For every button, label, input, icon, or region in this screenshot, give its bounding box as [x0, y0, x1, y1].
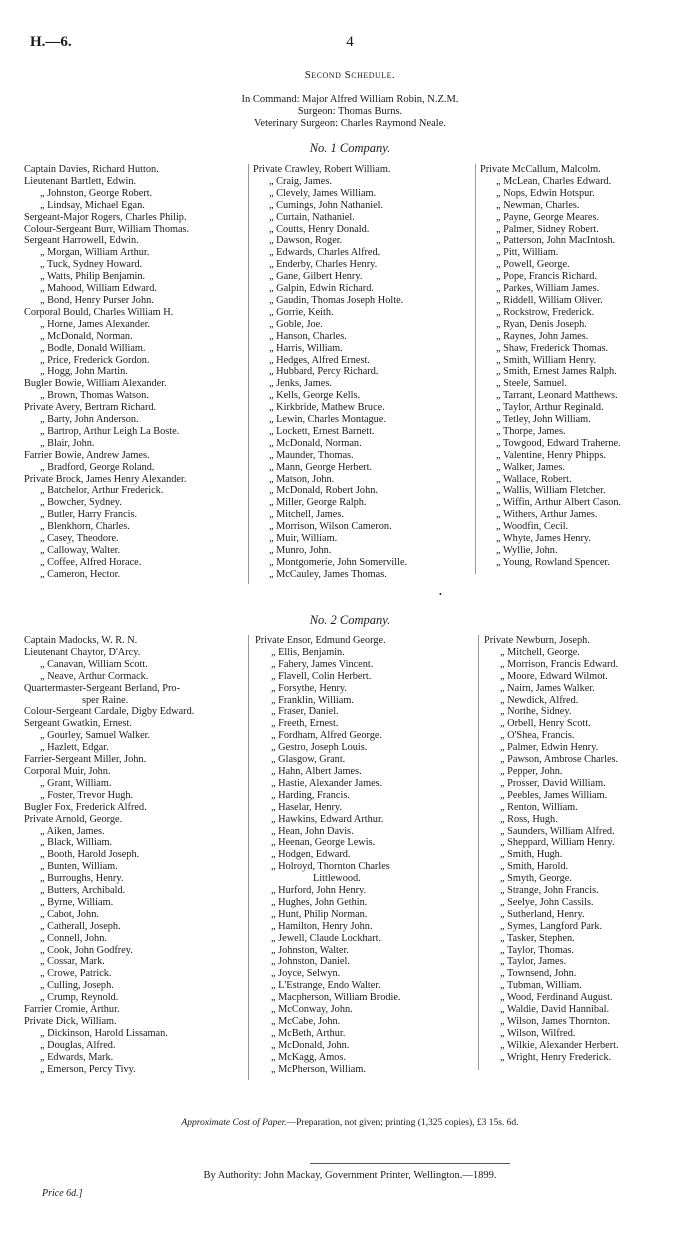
roster-entry: „ Smith, Harold. [500, 861, 569, 873]
company-2-column-2 [255, 635, 401, 1076]
roster-entry: „ Tasker, Stephen. [500, 932, 575, 944]
roster-entry: „ Jewell, Claude Lockhart. [271, 932, 382, 944]
roster-entry: „ Woodfin, Cecil. [496, 521, 569, 533]
roster-entry: „ Holroyd, Thornton Charles [271, 861, 390, 873]
roster-entry: „ Harding, Francis. [271, 789, 350, 801]
roster-entry: „ Pawson, Ambrose Charles. [500, 754, 619, 766]
cost-note-label: Approximate Cost of Paper. [181, 1118, 287, 1128]
roster-entry: „ Payne, George Meares. [496, 211, 600, 223]
roster-entry: „ Townsend, John. [500, 968, 577, 980]
roster-entry: „ Neave, Arthur Cormack. [40, 670, 149, 682]
roster-entry: „ Muir, William. [269, 533, 338, 545]
roster-entry: „ Franklin, William. [271, 694, 354, 706]
roster-entry: Private Brock, James Henry Alexander. [24, 473, 187, 485]
roster-entry: Private Crawley, Robert William. [253, 164, 391, 175]
roster-entry: „ Waldie, David Hannibal. [500, 1004, 610, 1016]
roster-entry: „ Tuck, Sydney Howard. [40, 259, 143, 271]
roster-entry: „ Goble, Joe. [269, 318, 323, 330]
roster-entry: „ Fraser, Daniel. [271, 706, 339, 718]
roster-entry: „ Galpin, Edwin Richard. [269, 283, 374, 295]
roster-entry: „ Watts, Philip Benjamin. [40, 271, 146, 283]
roster-entry: Littlewood. [313, 873, 361, 885]
roster-entry: „ Burroughs, Henry. [40, 873, 124, 885]
company-1-title: No. 1 Company. [309, 141, 391, 155]
roster-entry: „ Craig, James. [269, 175, 332, 187]
column-divider [248, 164, 249, 584]
roster-entry: „ Lockett, Ernest Barnett. [269, 425, 375, 437]
roster-entry: „ Morgan, William Arthur. [40, 247, 150, 259]
roster-entry: „ Bond, Henry Purser John. [40, 294, 154, 306]
roster-entry: „ McCauley, James Thomas. [269, 568, 387, 580]
roster-entry: sper Raine. [82, 694, 129, 706]
roster-entry: „ Macpherson, William Brodie. [271, 992, 401, 1004]
roster-entry: „ Dawson, Roger. [269, 235, 343, 247]
roster-entry: „ Enderby, Charles Henry. [269, 259, 378, 271]
schedule-title: Second Schedule. [304, 69, 396, 81]
roster-entry: „ Casey, Theodore. [40, 533, 119, 545]
price-note: Price 6d.] [42, 1188, 83, 1199]
roster-entry: „ Valentine, Henry Phipps. [496, 449, 606, 461]
roster-entry: „ Pitt, William. [496, 247, 559, 259]
stray-mark: • [439, 590, 442, 599]
roster-entry: „ Orbell, Henry Scott. [500, 718, 591, 730]
roster-entry: „ Ross, Hugh. [500, 813, 558, 825]
roster-entry: „ Douglas, Alfred. [40, 1039, 116, 1051]
roster-entry: „ Dickinson, Harold Lissaman. [40, 1027, 168, 1039]
roster-entry: „ Gaudin, Thomas Joseph Holte. [269, 294, 404, 306]
roster-entry: „ Northe, Sidney. [500, 706, 572, 718]
surgeon-line: Surgeon: Thomas Burns. [297, 106, 403, 117]
roster-entry: „ Johnston, Walter. [271, 944, 349, 956]
roster-entry: Private McCallum, Malcolm. [480, 164, 601, 175]
roster-entry: „ Ellis, Benjamin. [271, 646, 345, 658]
roster-entry: „ Pepper, John. [500, 765, 563, 777]
roster-entry: „ Black, William. [40, 837, 113, 849]
roster-entry: Sergeant-Major Rogers, Charles Philip. [24, 211, 187, 223]
roster-entry: „ Gane, Gilbert Henry. [269, 271, 363, 283]
roster-entry: „ Edwards, Mark. [40, 1051, 114, 1063]
roster-entry: „ Gorrie, Keith. [269, 306, 334, 318]
roster-entry: „ Glasgow, Grant. [271, 754, 346, 766]
command-line: In Command: Major Alfred William Robin, N.Z.M. [241, 94, 459, 105]
roster-entry: „ Montgomerie, John Somerville. [269, 556, 408, 568]
roster-entry: „ Wilkie, Alexander Herbert. [500, 1039, 619, 1051]
roster-entry: „ Patterson, John MacIntosh. [496, 235, 616, 247]
roster-entry: „ Symes, Langford Park. [500, 920, 603, 932]
roster-entry: Farrier-Sergeant Miller, John. [24, 754, 147, 766]
roster-entry: „ Wilson, Wilfred. [500, 1027, 576, 1039]
roster-entry: „ Powell, George. [496, 259, 570, 271]
roster-entry: „ Bowcher, Sydney. [40, 497, 122, 509]
roster-entry: „ Price, Frederick Gordon. [40, 354, 150, 366]
roster-entry: „ Foster, Trevor Hugh. [40, 789, 134, 801]
company-1-column-1 [24, 164, 189, 581]
page-number: 4 [346, 34, 354, 50]
roster-entry: „ Saunders, William Alfred. [500, 825, 615, 837]
roster-entry: „ Hawkins, Edward Arthur. [271, 813, 384, 825]
roster-entry: „ Canavan, William Scott. [40, 658, 148, 670]
roster-entry: „ Morrison, Francis Edward. [500, 658, 619, 670]
roster-entry: Private Avery, Bertram Richard. [24, 402, 157, 414]
roster-entry: „ Freeth, Ernest. [271, 718, 339, 730]
authority-line: By Authority: John Mackay, Government Printer, Wellington.—1899. [203, 1170, 497, 1181]
roster-entry: „ Cossar, Mark. [40, 956, 105, 968]
company-2-title: No. 2 Company. [309, 613, 391, 627]
roster-entry: „ Parkes, William James. [496, 283, 600, 295]
roster-entry: Sergeant Gwatkin, Ernest. [24, 718, 132, 730]
roster-entry: Farrier Bowie, Andrew James. [24, 449, 150, 461]
company-2-column-3 [484, 635, 619, 1064]
company-1-column-2 [253, 164, 407, 581]
roster-entry: Bugler Fox, Frederick Alfred. [24, 801, 147, 813]
roster-entry: „ Hamilton, Henry John. [271, 920, 373, 932]
column-divider [475, 164, 476, 574]
roster-entry: „ Wallace, Robert. [496, 473, 572, 485]
roster-entry: „ Rockstrow, Frederick. [496, 306, 595, 318]
roster-entry: „ Crump, Reynold. [40, 992, 119, 1004]
roster-entry: „ McBeth, Arthur. [271, 1027, 346, 1039]
roster-entry: „ Kirkbride, Mathew Bruce. [269, 402, 385, 414]
roster-entry: „ Coutts, Henry Donald. [269, 223, 370, 235]
roster-entry: „ Clevely, James William. [269, 187, 377, 199]
roster-entry: „ Jenks, James. [269, 378, 332, 390]
roster-entry: „ Maunder, Thomas. [269, 449, 354, 461]
roster-entry: „ Hean, John Davis. [271, 825, 354, 837]
roster-entry: „ Shaw, Frederick Thomas. [496, 342, 609, 354]
roster-entry: „ O'Shea, Francis. [500, 730, 575, 742]
roster-entry: Bugler Bowie, William Alexander. [24, 378, 167, 390]
roster-entry: „ Sutherland, Henry. [500, 908, 585, 920]
roster-entry: Private Ensor, Edmund George. [255, 635, 386, 646]
roster-entry: „ Tarrant, Leonard Matthews. [496, 390, 618, 402]
roster-entry: „ Hunt, Philip Norman. [271, 908, 368, 920]
roster-entry: Private Newburn, Joseph. [484, 635, 590, 646]
roster-entry: „ Booth, Harold Joseph. [40, 849, 140, 861]
roster-entry: „ Miller, George Ralph. [269, 497, 367, 509]
roster-entry: „ Aiken, James. [40, 825, 105, 837]
roster-entry: „ Hahn, Albert James. [271, 765, 362, 777]
roster-entry: „ Palmer, Edwin Henry. [500, 742, 599, 754]
roster-entry: „ Wood, Ferdinand August. [500, 992, 613, 1004]
roster-entry: „ Smith, William Henry. [496, 354, 597, 366]
vet-line: Veterinary Surgeon: Charles Raymond Neale. [254, 118, 446, 129]
roster-entry: „ Heenan, George Lewis. [271, 837, 376, 849]
roster-entry: „ Nops, Edwin Hotspur. [496, 187, 595, 199]
roster-entry: „ Wilson, James Thornton. [500, 1016, 610, 1027]
roster-entry: „ L'Estrange, Endo Walter. [271, 980, 381, 992]
roster-entry: „ Seelye, John Cassils. [500, 896, 594, 908]
roster-entry: „ Mann, George Herbert. [269, 461, 373, 473]
roster-entry: „ Cumings, John Nathaniel. [269, 199, 384, 211]
roster-entry: Colour-Sergeant Burr, William Thomas. [24, 223, 190, 235]
roster-entry: „ Kells, George Kells. [269, 390, 361, 402]
roster-entry: „ McKagg, Amos. [271, 1051, 346, 1063]
roster-entry: „ Wallis, William Fletcher. [496, 485, 606, 497]
roster-entry: „ Butler, Harry Francis. [40, 509, 138, 521]
roster-entry: „ McDonald, John. [271, 1039, 350, 1051]
roster-entry: „ Cook, John Godfrey. [40, 944, 133, 956]
command-block [0, 94, 700, 130]
roster-entry: „ Johnston, Daniel. [271, 956, 350, 968]
roster-entry: „ Newdick, Alfred. [500, 694, 579, 706]
roster-entry: „ McDonald, Norman. [269, 437, 362, 449]
roster-entry: „ Gourley, Samuel Walker. [40, 730, 151, 742]
roster-entry: „ Bradford, George Roland. [40, 461, 155, 473]
roster-entry: „ Pope, Francis Richard. [496, 271, 597, 283]
cost-note [0, 1118, 700, 1128]
page-reference: H.—6. [30, 34, 72, 50]
roster-entry: Lieutenant Bartlett, Edwin. [24, 175, 137, 187]
roster-entry: „ Horne, James Alexander. [40, 318, 151, 330]
roster-entry: „ Renton, William. [500, 801, 578, 813]
roster-entry: „ Tetley, John William. [496, 414, 591, 426]
roster-entry: „ McLean, Charles Edward. [496, 175, 612, 187]
roster-entry: „ Wright, Henry Frederick. [500, 1051, 612, 1063]
roster-entry: „ Hubbard, Percy Richard. [269, 366, 379, 378]
roster-entry: „ Palmer, Sidney Robert. [496, 223, 599, 235]
roster-entry: „ Peebles, James William. [500, 789, 608, 801]
roster-entry: „ Johnston, George Robert. [40, 187, 153, 199]
roster-entry: „ McCabe, John. [271, 1016, 341, 1027]
roster-entry: „ Taylor, James. [500, 956, 567, 968]
roster-entry: „ Prosser, David William. [500, 777, 606, 789]
column-divider [478, 635, 479, 1070]
roster-entry: Farrier Cromie, Arthur. [24, 1004, 120, 1016]
roster-entry: „ McDonald, Robert John. [269, 485, 378, 497]
roster-entry: „ McConway, John. [271, 1004, 353, 1016]
roster-entry: „ Thorpe, James. [496, 425, 566, 437]
roster-entry: „ Morrison, Wilson Cameron. [269, 521, 392, 533]
roster-entry: „ Ryan, Denis Joseph. [496, 318, 587, 330]
roster-entry: „ Hurford, John Henry. [271, 885, 367, 897]
roster-entry: „ Grant, William. [40, 777, 112, 789]
roster-entry: Captain Madocks, W. R. N. [24, 635, 138, 646]
column-divider [248, 635, 249, 1080]
roster-entry: Corporal Bould, Charles William H. [24, 306, 174, 318]
roster-entry: „ Forsythe, Henry. [271, 682, 347, 694]
company-1-column-3 [480, 164, 621, 569]
roster-entry: „ Whyte, James Henry. [496, 533, 591, 545]
roster-entry: „ Hazlett, Edgar. [40, 742, 109, 754]
roster-entry: „ Flavell, Colin Herbert. [271, 670, 372, 682]
roster-entry: „ Edwards, Charles Alfred. [269, 247, 381, 259]
roster-entry: „ Cameron, Hector. [40, 568, 121, 580]
roster-entry: „ Cabot, John. [40, 908, 99, 920]
roster-entry: „ Harris, William. [269, 342, 343, 354]
roster-entry: Corporal Muir, John. [24, 765, 111, 777]
roster-entry: „ Butters, Archibald. [40, 885, 126, 897]
roster-entry: „ Hughes, John Gethin. [271, 896, 368, 908]
roster-entry: Lieutenant Chaytor, D'Arcy. [24, 646, 141, 658]
roster-entry: „ Taylor, Arthur Reginald. [496, 402, 604, 414]
roster-entry: „ Mitchell, James. [269, 509, 344, 521]
roster-entry: „ Young, Rowland Spencer. [496, 556, 610, 568]
roster-entry: „ Taylor, Thomas. [500, 944, 574, 956]
roster-entry: „ Curtain, Nathaniel. [269, 211, 355, 223]
cost-note-text: —Preparation, not given; printing (1,325 copies), £3 15s. 6d. [286, 1118, 519, 1128]
roster-entry: „ Towgood, Edward Traherne. [496, 437, 621, 449]
roster-entry: „ Withers, Arthur James. [496, 509, 598, 521]
roster-entry: „ Calloway, Walter. [40, 545, 121, 556]
roster-entry: „ Fahery, James Vincent. [271, 658, 374, 670]
roster-entry: „ Wiffin, Arthur Albert Cason. [496, 497, 622, 509]
roster-entry: „ Haselar, Henry. [271, 801, 342, 813]
footer-rule [310, 1163, 510, 1164]
roster-entry: „ Nairn, James Walker. [500, 682, 595, 694]
roster-entry: „ Byrne, William. [40, 896, 114, 908]
roster-entry: „ Raynes, John James. [496, 330, 589, 342]
company-2-column-1 [24, 635, 194, 1076]
roster-entry: „ Wyllie, John. [496, 545, 558, 556]
roster-entry: „ Bartrop, Arthur Leigh La Boste. [40, 425, 180, 437]
roster-entry: „ Blair, John. [40, 437, 95, 449]
roster-entry: „ Hedges, Alfred Ernest. [269, 354, 370, 366]
roster-entry: Quartermaster-Sergeant Berland, Pro- [24, 682, 181, 694]
roster-entry: „ Culling, Joseph. [40, 980, 114, 992]
roster-entry: „ McDonald, Norman. [40, 330, 133, 342]
roster-entry: „ Smith, Hugh. [500, 849, 563, 861]
roster-entry: „ Blenkhorn, Charles. [40, 521, 130, 533]
roster-entry: „ Bunten, William. [40, 861, 118, 873]
roster-entry: „ Matson, John. [269, 473, 335, 485]
roster-entry: Private Dick, William. [24, 1016, 117, 1027]
roster-entry: „ Fordham, Alfred George. [271, 730, 383, 742]
roster-entry: „ Smyth, George. [500, 873, 572, 885]
roster-entry: „ Hogg, John Martin. [40, 366, 128, 378]
roster-entry: „ Hanson, Charles. [269, 330, 347, 342]
roster-entry: „ Connell, John. [40, 932, 107, 944]
roster-entry: Colour-Sergeant Cardale, Digby Edward. [24, 706, 195, 718]
roster-entry: „ Walker, James. [496, 461, 565, 473]
roster-entry: „ Emerson, Percy Tivy. [40, 1063, 136, 1075]
roster-entry: Captain Davies, Richard Hutton. [24, 164, 159, 175]
roster-entry: Sergeant Harrowell, Edwin. [24, 235, 139, 247]
roster-entry: „ Tubman, William. [500, 980, 582, 992]
roster-entry: „ Bodle, Donald William. [40, 342, 146, 354]
roster-entry: „ Catherall, Joseph. [40, 920, 121, 932]
roster-entry: „ Mahood, William Edward. [40, 283, 157, 295]
roster-entry: „ Lewin, Charles Montague. [269, 414, 386, 426]
roster-entry: „ Crowe, Patrick. [40, 968, 112, 980]
roster-entry: „ Sheppard, William Henry. [500, 837, 615, 849]
roster-entry: Private Arnold, George. [24, 813, 123, 825]
roster-entry: „ Moore, Edward Wilmot. [500, 670, 608, 682]
roster-entry: „ Hodgen, Edward. [271, 849, 351, 861]
roster-entry: „ Steele, Samuel. [496, 378, 567, 390]
roster-entry: „ Joyce, Selwyn. [271, 968, 341, 980]
roster-entry: „ Gestro, Joseph Louis. [271, 742, 368, 754]
roster-entry: „ Munro, John. [269, 545, 332, 556]
roster-entry: „ Lindsay, Michael Egan. [40, 199, 145, 211]
roster-entry: „ McPherson, William. [271, 1063, 366, 1075]
roster-entry: „ Brown, Thomas Watson. [40, 390, 149, 402]
roster-entry: „ Hastie, Alexander James. [271, 777, 383, 789]
roster-entry: „ Smith, Ernest James Ralph. [496, 366, 617, 378]
roster-entry: „ Newman, Charles. [496, 199, 580, 211]
roster-entry: „ Coffee, Alfred Horace. [40, 556, 142, 568]
roster-entry: „ Mitchell, George. [500, 646, 580, 658]
roster-entry: „ Batchelor, Arthur Frederick. [40, 485, 164, 497]
roster-entry: „ Riddell, William Oliver. [496, 294, 603, 306]
roster-entry: „ Strange, John Francis. [500, 885, 599, 897]
roster-entry: „ Barty, John Anderson. [40, 414, 139, 426]
